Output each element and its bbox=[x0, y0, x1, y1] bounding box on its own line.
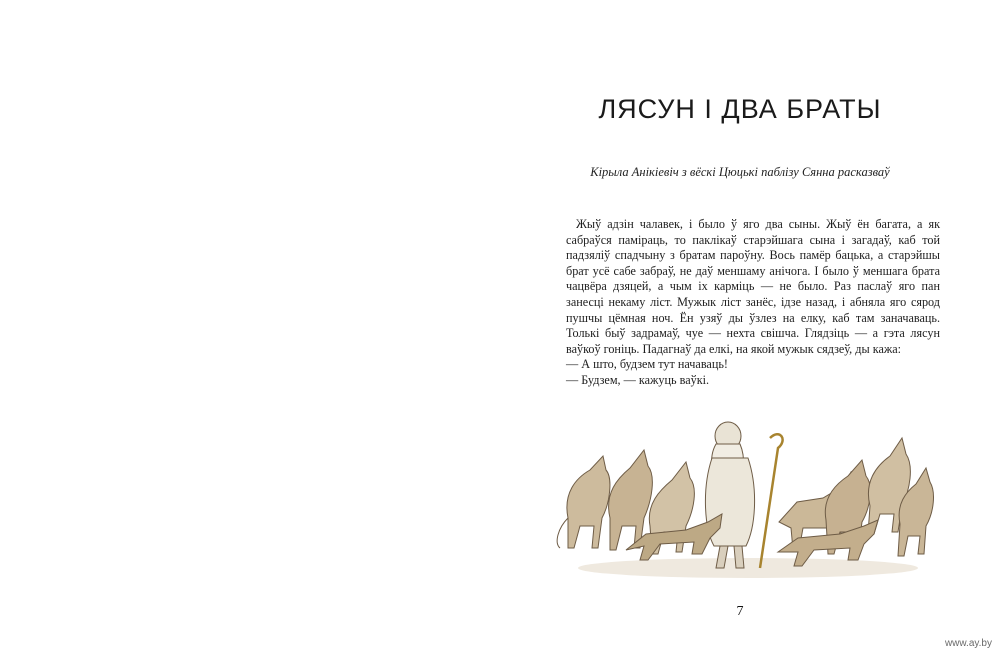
wolves-illustration bbox=[548, 418, 940, 586]
page-number: 7 bbox=[736, 604, 744, 619]
ground-shadow bbox=[578, 558, 918, 578]
dialogue-line-2: — Будзем, — кажуць ваўкі. bbox=[566, 372, 710, 387]
dialogue-line-1: — А што, будзем тут начаваць! bbox=[566, 357, 728, 372]
lyasun-figure bbox=[705, 422, 782, 568]
watermark: www.ay.by bbox=[944, 638, 992, 649]
story-title: ЛЯСУН І ДВА БРАТЫ bbox=[598, 94, 882, 124]
story-paragraph: Жыў адзін чалавек, і было ў яго два сыны. Жыў ён багата, а як сабраўся паміраць, то паклікаў старэйшага сына і загадаў, каб той падзяліў спадчыну з братам пароўну. Вось памёр бацька, а старэйшы брат усё сабе забраў, не даў меншаму анічога. І было ў меншага брата чацвёра дзяцей, а чым іх карміць — не было. Раз паслаў яго пан занесці некаму ліст. Мужык ліст занёс, ідзе назад, і абняла яго сярод пушчы цёмная ноч. Ён узяў ды ўзлез на елку, каб там заначаваць. Толькі быў задрамаў, чуе — нехта свішча. Глядзіць — а гэта лясун ваўкоў гоніць. Падагнаў да елкі, на якой мужык сядзеў, ды кажа: bbox=[566, 217, 940, 356]
wolf-figure bbox=[557, 456, 610, 548]
story-subtitle: Кірыла Анікіевіч з вёскі Цюцькі паблізу Сянна расказваў bbox=[590, 165, 890, 179]
story-body bbox=[566, 217, 940, 389]
